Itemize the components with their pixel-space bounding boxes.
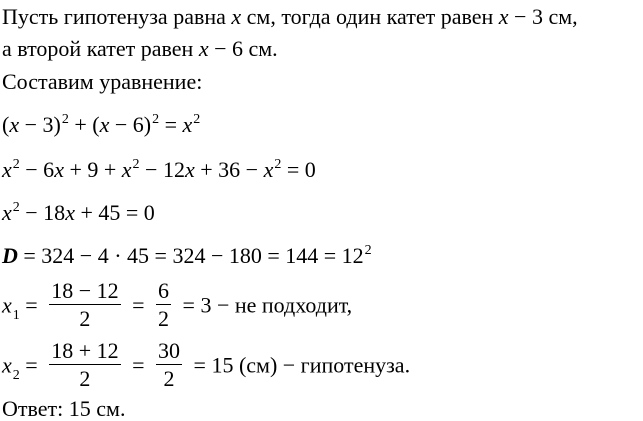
- heading-equation: Составим уравнение:: [2, 69, 203, 94]
- text-fragment: − 3 см,: [508, 4, 578, 29]
- variable-x: x: [263, 157, 274, 182]
- denominator: 2: [158, 306, 170, 331]
- fraction: [156, 338, 182, 393]
- fraction: [49, 338, 120, 393]
- text-fragment: = 3 − не подходит,: [177, 292, 353, 318]
- equation-3: [2, 202, 155, 224]
- root-x1-line: [2, 280, 352, 335]
- discriminant-label: D: [2, 243, 18, 268]
- text-fragment: − 6 см.: [208, 36, 278, 61]
- numerator: 30: [158, 338, 181, 363]
- subscript: 2: [12, 367, 20, 383]
- subscript: 1: [12, 307, 20, 323]
- equation-2: [2, 159, 316, 181]
- variable-x: x: [54, 157, 64, 182]
- text-fragment: − 12: [139, 157, 185, 182]
- text-fragment: − 3): [19, 112, 61, 137]
- exponent: 2: [152, 112, 160, 127]
- exponent: 2: [12, 157, 20, 172]
- text-fragment: − 6: [19, 157, 55, 182]
- text-fragment: =: [19, 292, 44, 318]
- answer-line: Ответ: 15 см.: [2, 396, 126, 421]
- text-fragment: =: [126, 352, 151, 378]
- exponent: 2: [274, 157, 282, 172]
- text-fragment: =: [19, 352, 44, 378]
- denominator: 2: [79, 366, 91, 391]
- variable-x: x: [184, 157, 195, 182]
- text-fragment: = 0: [281, 157, 316, 182]
- fraction: [49, 278, 120, 333]
- text-fragment: − 6): [109, 112, 152, 137]
- text-fragment: (: [2, 112, 10, 137]
- text-fragment: = 15 (см) − гипотенуза.: [188, 352, 411, 378]
- root-x2-line: [2, 340, 410, 395]
- text-fragment: + 9 +: [63, 157, 122, 182]
- discriminant-line: [2, 245, 372, 267]
- exponent: 2: [12, 200, 20, 215]
- variable-x: x: [65, 200, 75, 225]
- variable-x: x: [198, 36, 209, 61]
- variable-x: x: [231, 4, 242, 29]
- text-fragment: + 45 = 0: [74, 200, 155, 225]
- variable-x: x: [99, 112, 110, 137]
- variable-x: x: [2, 292, 12, 318]
- numerator: 6: [158, 278, 170, 303]
- text-fragment: Пусть гипотенуза равна: [2, 4, 232, 29]
- variable-x: x: [2, 352, 12, 378]
- exponent: 2: [364, 243, 372, 258]
- text-fragment: =: [126, 292, 151, 318]
- variable-x: x: [498, 4, 509, 29]
- denominator: 2: [163, 366, 175, 391]
- text-fragment: =: [159, 112, 183, 137]
- text-fragment: = 324 − 4 · 45 = 324 − 180 = 144 = 12: [17, 243, 364, 268]
- text-fragment: + (: [68, 112, 100, 137]
- equation-1: [2, 114, 200, 136]
- text-fragment: + 36 −: [194, 157, 264, 182]
- variable-x: x: [2, 157, 12, 182]
- text-fragment: − 18: [19, 200, 66, 225]
- fraction: [156, 278, 171, 333]
- text-fragment: а второй катет равен: [2, 36, 199, 61]
- variable-x: x: [182, 112, 193, 137]
- variable-x: x: [121, 157, 132, 182]
- text-fragment: см, тогда один катет равен: [241, 4, 499, 29]
- variable-x: x: [2, 200, 12, 225]
- exponent: 2: [132, 157, 140, 172]
- exponent: 2: [61, 112, 69, 127]
- numerator: 18 + 12: [51, 338, 119, 363]
- intro-line-1: [2, 6, 578, 28]
- variable-x: x: [9, 112, 20, 137]
- intro-line-2: [2, 38, 278, 60]
- exponent: 2: [193, 112, 201, 127]
- numerator: 18 − 12: [51, 278, 119, 303]
- denominator: 2: [79, 306, 91, 331]
